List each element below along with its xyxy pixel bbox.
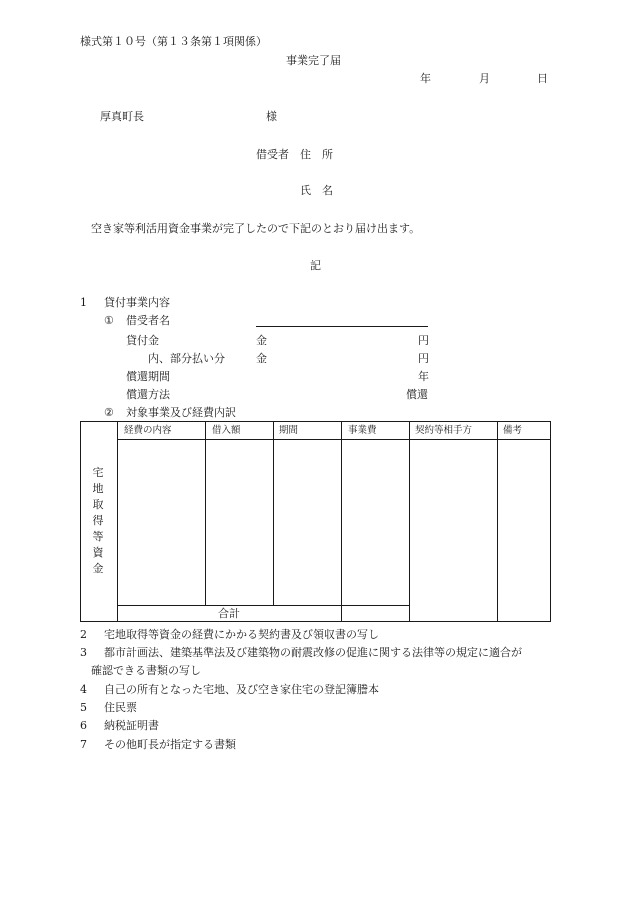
table-col-2 (205, 421, 206, 606)
sub-1-number: ① (104, 314, 114, 327)
table-header-contractor: 契約等相手方 (415, 425, 473, 436)
ki-heading: 記 (310, 259, 321, 272)
doc-2-number: 2 (80, 628, 87, 641)
table-col-3 (273, 421, 274, 606)
doc-3-text: 都市計画法、建築基準法及び建築物の耐震改修の促進に関する法律等の規定に適合が (104, 646, 522, 659)
table-col-4 (341, 421, 342, 622)
table-total-label: 合計 (218, 607, 240, 620)
borrower-name-underline (256, 326, 428, 327)
side-label-char: 資 (92, 546, 104, 559)
loan-prefix: 金 (256, 334, 267, 347)
table-col-5 (409, 421, 410, 622)
table-header-borrowed: 借入額 (212, 425, 241, 436)
document-title: 事業完了届 (286, 54, 341, 67)
side-label-char: 金 (92, 562, 104, 575)
borrower-label: 借受者 (256, 148, 289, 161)
table-border-bottom (80, 621, 551, 622)
addressee-name: 厚真町長 (100, 110, 144, 123)
date-month: 月 (479, 72, 490, 85)
table-header-project-cost: 事業費 (348, 425, 377, 436)
table-header-divider (117, 439, 551, 440)
side-label-char: 取 (92, 498, 104, 511)
period-unit: 年 (418, 370, 429, 383)
side-label-char: 地 (92, 482, 104, 495)
sub-2-label: 対象事業及び経費内訳 (126, 406, 236, 419)
address-label: 住 所 (300, 148, 333, 161)
method-label: 償還方法 (126, 388, 170, 401)
doc-7-text: その他町長が指定する書類 (104, 738, 236, 751)
side-label-char: 宅 (92, 466, 104, 479)
table-col-1 (117, 421, 118, 622)
partial-prefix: 金 (256, 352, 267, 365)
table-border-right (550, 421, 551, 622)
loan-label: 貸付金 (126, 334, 159, 347)
name-label: 氏 名 (300, 184, 333, 197)
side-label-char: 等 (92, 530, 104, 543)
doc-6-number: 6 (80, 719, 87, 732)
statement-text: 空き家等利活用資金事業が完了したので下記のとおり届け出ます。 (91, 222, 421, 235)
date-year: 年 (420, 72, 431, 85)
table-header-content: 経費の内容 (124, 425, 172, 436)
sub-2-number: ② (104, 406, 114, 419)
table-header-period: 期間 (279, 425, 299, 436)
period-label: 償還期間 (126, 370, 170, 383)
side-label-char: 得 (92, 514, 104, 527)
doc-4-number: 4 (80, 683, 87, 696)
doc-3-text-continued: 確認できる書類の写し (91, 664, 201, 677)
item-1-label: 貸付事業内容 (104, 296, 170, 309)
date-day: 日 (537, 72, 548, 85)
addressee-honorific: 様 (266, 110, 277, 123)
form-number: 様式第１０号（第１３条第１項関係） (80, 35, 267, 48)
doc-7-number: 7 (80, 738, 87, 751)
table-total-divider (117, 605, 409, 606)
partial-unit: 円 (418, 352, 429, 365)
doc-5-number: 5 (80, 701, 87, 714)
method-unit: 償還 (406, 388, 428, 401)
doc-6-text: 納税証明書 (104, 719, 159, 732)
sub-1-label: 借受者名 (126, 314, 170, 327)
table-header-remarks: 備考 (503, 425, 523, 436)
table-col-6 (497, 421, 498, 622)
table-border-left (80, 421, 81, 622)
doc-5-text: 住民票 (104, 701, 137, 714)
doc-2-text: 宅地取得等資金の経費にかかる契約書及び領収書の写し (104, 628, 379, 641)
table-border-top (80, 421, 551, 422)
doc-4-text: 自己の所有となった宅地、及び空き家住宅の登記簿謄本 (104, 683, 379, 696)
loan-unit: 円 (418, 334, 429, 347)
item-1-number: 1 (80, 296, 87, 309)
partial-label: 内、部分払い分 (148, 352, 225, 365)
doc-3-number: 3 (80, 646, 87, 659)
